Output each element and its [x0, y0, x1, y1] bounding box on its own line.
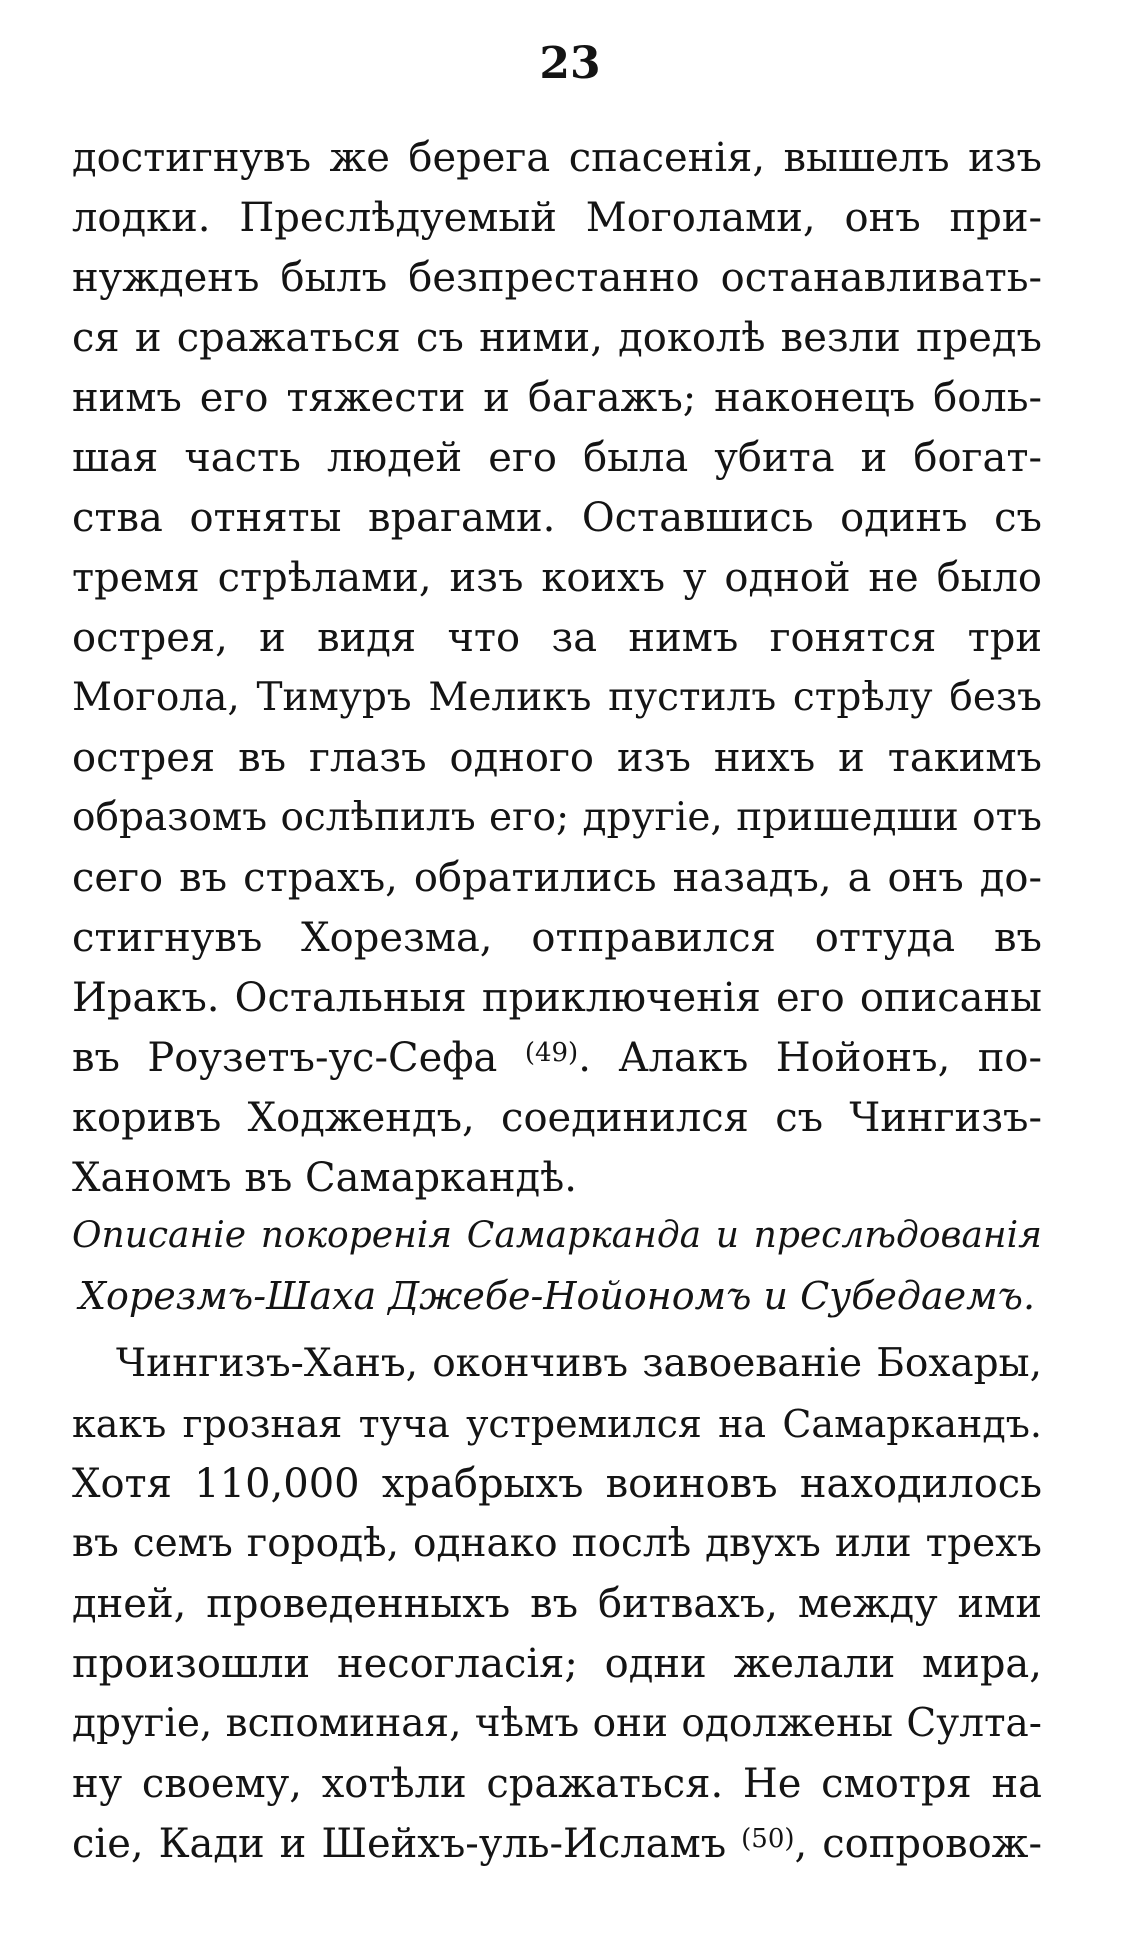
text-line: нимъ его тяжести и багажъ; наконецъ боль- [72, 375, 1042, 421]
text-line: сего въ страхъ, обратились назадъ, а онъ до- [72, 855, 1042, 901]
text-line-with-footnote [72, 1814, 1042, 1874]
text-segment: . Алакъ Нойонъ, по- [578, 1035, 1042, 1081]
text-line: дней, проведенныхъ въ битвахъ, между ими [72, 1581, 1042, 1627]
text-line: стигнувъ Хорезма, отправился оттуда въ [72, 915, 1042, 961]
text-line: Иракъ. Остальныя приключенія его описаны [72, 975, 1042, 1021]
text-segment: сіе, Кади и Шейхъ-уль-Исламъ [72, 1821, 742, 1867]
text-line: лодки. Преслѣдуемый Моголами, онъ при- [72, 195, 1042, 241]
text-line-with-footnote [72, 1028, 1042, 1088]
text-line: ну своему, хотѣли сражаться. Не смотря на [72, 1761, 1042, 1807]
text-line: ся и сражаться съ ними, доколѣ везли предъ [72, 315, 1042, 361]
heading-line: Хорезмъ-Шаха Джебе-Нойономъ и Субедаемъ. [78, 1274, 1036, 1318]
text-line: въ семъ городѣ, однако послѣ двухъ или трехъ [72, 1521, 1042, 1566]
text-line: Чингизъ-Ханъ, окончивъ завоеваніе Бохары, [116, 1341, 1042, 1386]
footnote-reference: (50) [741, 1824, 795, 1854]
text-line: острея въ глазъ одного изъ нихъ и такимъ [72, 735, 1042, 781]
page-number: 23 [539, 38, 601, 89]
paragraph-1 [72, 128, 1042, 1208]
text-line: острея, и видя что за нимъ гонятся три [72, 615, 1042, 661]
text-line: тремя стрѣлами, изъ коихъ у одной не было [72, 555, 1042, 601]
text-line: произошли несогласія; одни желали мира, [72, 1641, 1042, 1687]
text-line: ства отняты врагами. Оставшись одинъ съ [72, 495, 1042, 541]
text-line: коривъ Ходжендъ, соединился съ Чингизъ- [72, 1095, 1042, 1141]
heading-line: Описаніе покоренія Самарканда и преслѣдованія [72, 1215, 1042, 1256]
text-line: Хотя 110,000 храбрыхъ воиновъ находилось [72, 1461, 1042, 1507]
text-line: образомъ ослѣпилъ его; другіе, пришедши отъ [72, 795, 1042, 840]
section-heading [72, 1206, 1042, 1326]
text-line: другіе, вспоминая, чѣмъ они одолжены Султа- [72, 1701, 1042, 1746]
text-line: достигнувъ же берега спасенія, вышелъ изъ [72, 135, 1042, 181]
text-line: какъ грозная туча устремился на Самаркандъ. [72, 1402, 1042, 1446]
text-line: шая часть людей его была убита и богат- [72, 435, 1042, 481]
text-line: нужденъ былъ безпрестанно останавливать- [72, 255, 1042, 301]
paragraph-2 [72, 1334, 1042, 1874]
text-segment: въ Роузетъ-ус-Сефа [72, 1035, 525, 1081]
text-line: Ханомъ въ Самаркандѣ. [72, 1155, 578, 1201]
text-segment: , сопровож- [794, 1821, 1042, 1867]
text-line: Могола, Тимуръ Меликъ пустилъ стрѣлу безъ [72, 675, 1042, 720]
footnote-reference: (49) [524, 1038, 579, 1068]
